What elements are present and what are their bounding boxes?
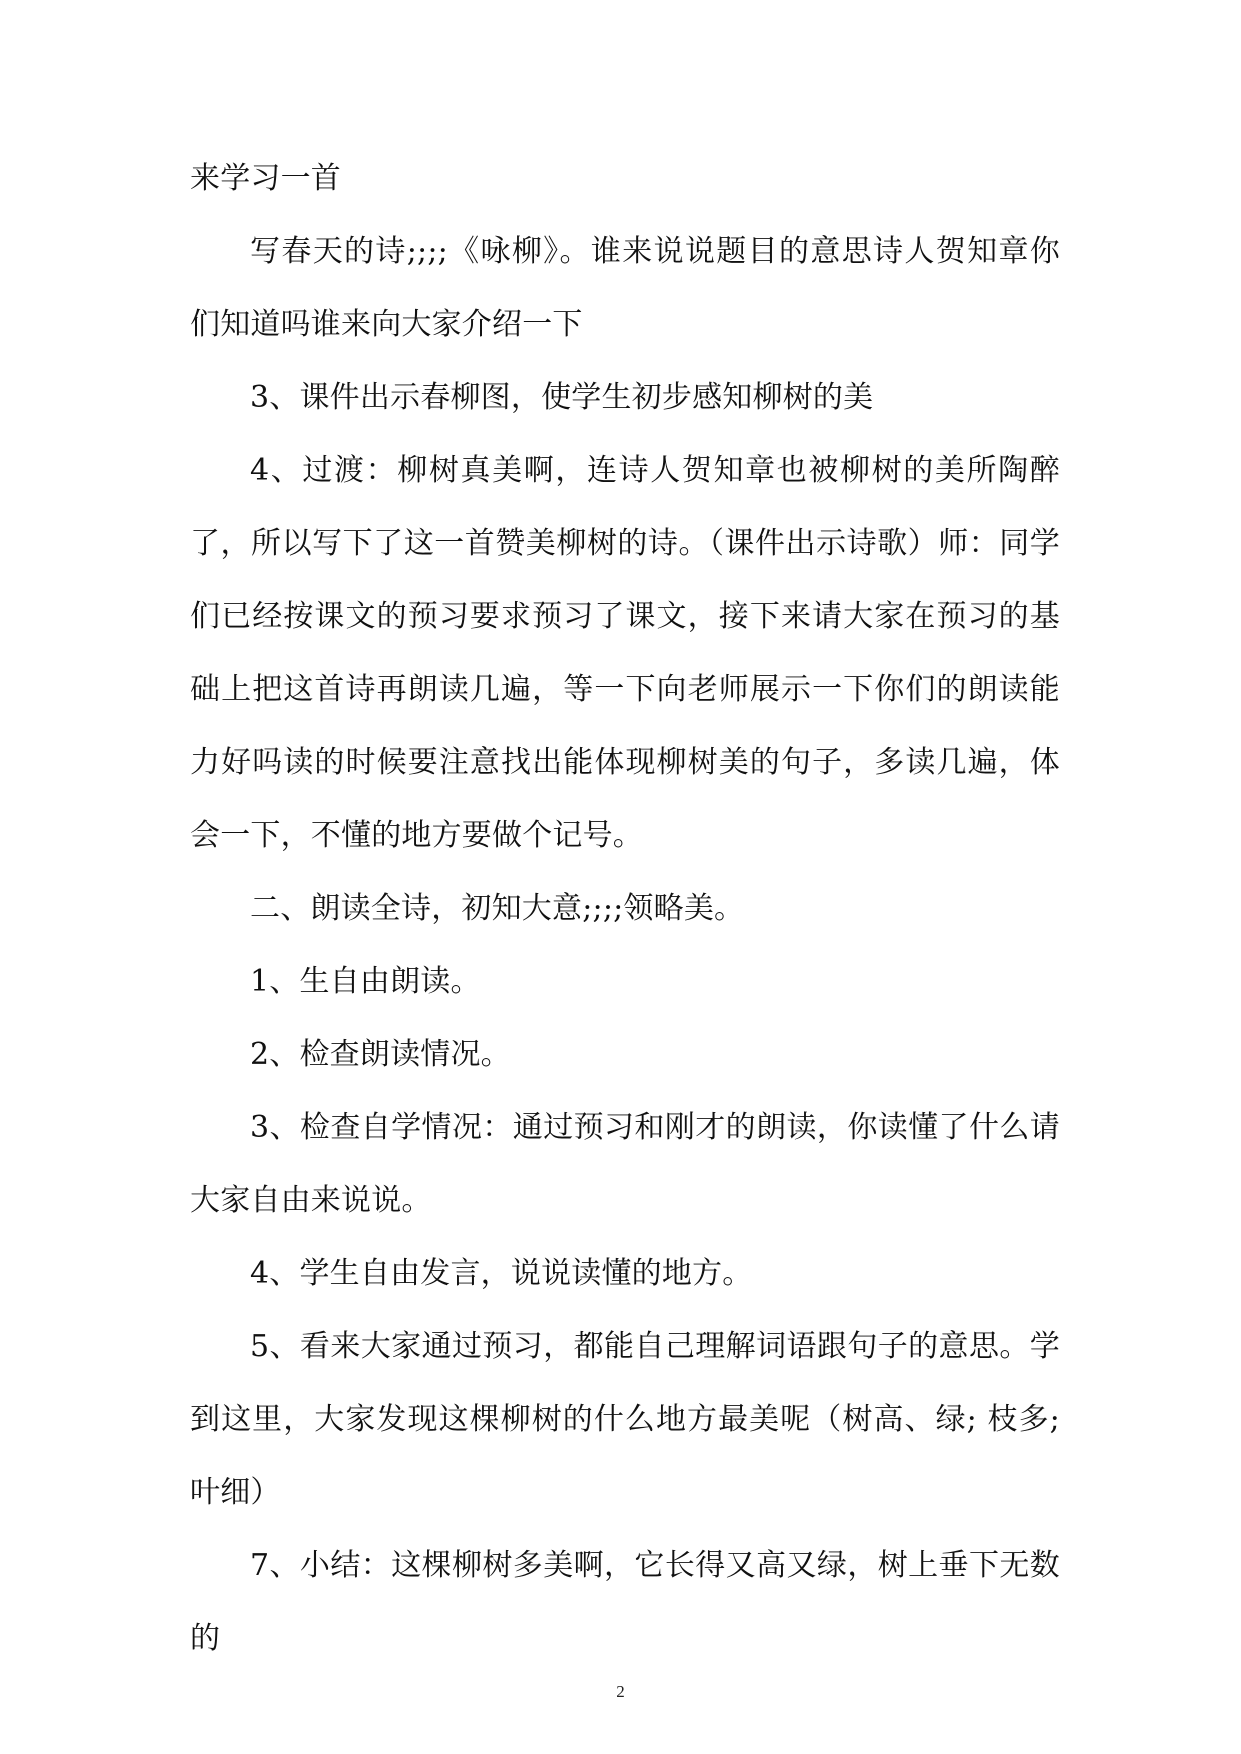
paragraph-step-4-speak: 4、学生自由发言，说说读懂的地方。 xyxy=(250,1256,753,1291)
paragraph-step-5-understand: 5、看来大家通过预习，都能自己理解词语跟句子的意思。学到这里，大家发现这棵柳树的什么地方最美呢（树高、绿; 枝多; 叶细） xyxy=(190,1329,1060,1510)
paragraph-step-3-self-study: 3、检查自学情况：通过预习和刚才的朗读，你读懂了什么请大家自由来说说。 xyxy=(190,1110,1060,1218)
paragraph-step-4-transition: 4、过渡：柳树真美啊，连诗人贺知章也被柳树的美所陶醉了，所以写下了这一首赞美柳树的诗。（课件出示诗歌）师：同学们已经按课文的预习要求预习了课文，接下来请大家在预习的基础上把这首诗再朗读几遍，等一下向老师展示一下你们的朗读能力好吗读的时候要注意找出能体现柳树美的句子，多读几遍，体会一下，不懂的地方要做个记号。 xyxy=(190,453,1060,853)
section-heading-2: 二、朗读全诗，初知大意;;;;领略美。 xyxy=(250,891,745,926)
page-number: 2 xyxy=(616,1682,625,1701)
paragraph-poem-intro: 写春天的诗;;;;《咏柳》。谁来说说题目的意思诗人贺知章你们知道吗谁来向大家介绍一下 xyxy=(190,234,1060,342)
paragraph-step-3-image: 3、课件出示春柳图，使学生初步感知柳树的美 xyxy=(250,380,874,415)
document-body xyxy=(190,142,1060,1675)
paragraph-step-7-summary: 7、小结：这棵柳树多美啊，它长得又高又绿，树上垂下无数的 xyxy=(190,1548,1060,1656)
paragraph-step-1-read: 1、生自由朗读。 xyxy=(250,964,481,999)
paragraph-continuation: 来学习一首 xyxy=(190,161,341,196)
paragraph-step-2-check: 2、检查朗读情况。 xyxy=(250,1037,511,1072)
